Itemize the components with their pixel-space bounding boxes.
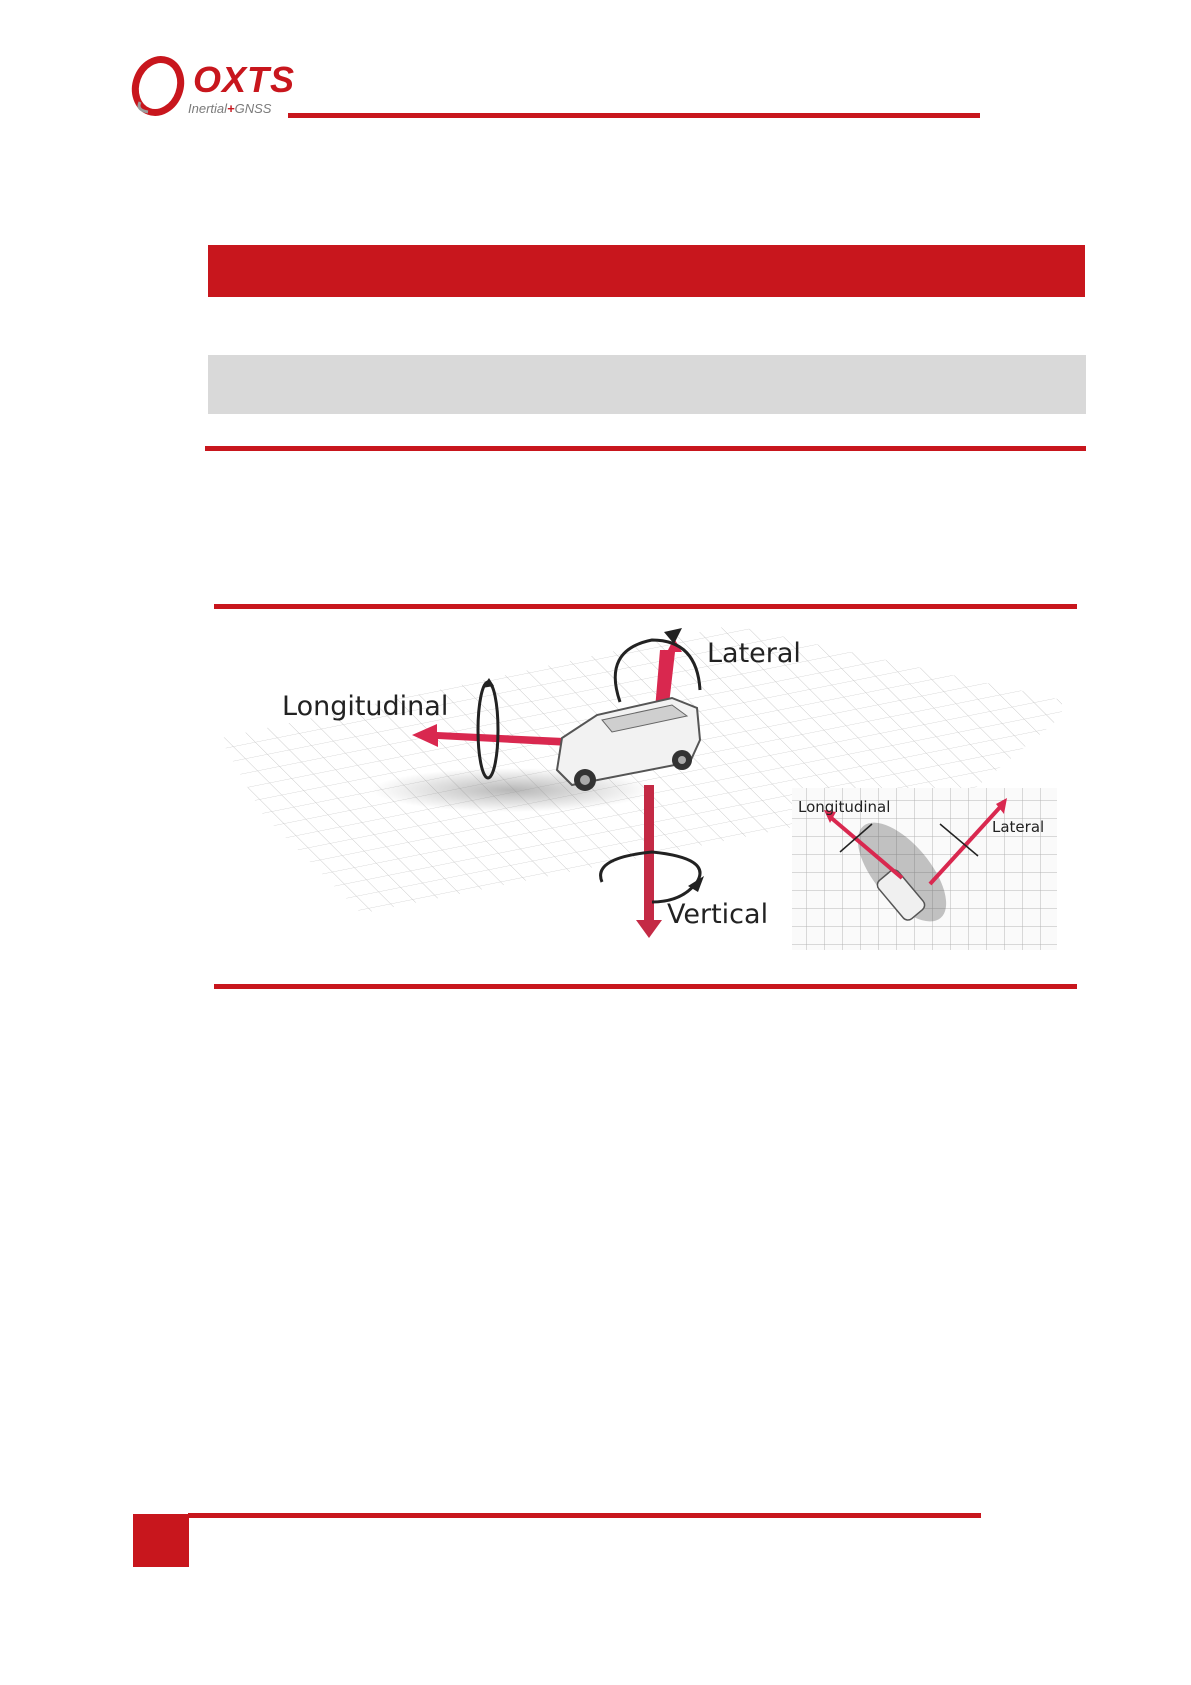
inset-lateral-label: Lateral bbox=[992, 818, 1045, 836]
vertical-label: Vertical bbox=[667, 899, 769, 930]
tagline-part2: GNSS bbox=[234, 101, 272, 116]
page-number-block bbox=[133, 1514, 189, 1567]
tagline-plus: + bbox=[227, 101, 235, 116]
lateral-label: Lateral bbox=[707, 638, 801, 669]
figure-bottom-rule bbox=[214, 984, 1077, 989]
top-view-inset bbox=[792, 788, 1057, 950]
brand-name: OXTS bbox=[193, 59, 296, 100]
inset-longitudinal-label: Longitudinal bbox=[798, 798, 891, 816]
footer-rule bbox=[188, 1513, 981, 1518]
section-subtitle-band bbox=[208, 355, 1086, 414]
longitudinal-label: Longitudinal bbox=[282, 691, 449, 722]
section-rule bbox=[205, 446, 1086, 451]
section-title-bar bbox=[208, 245, 1085, 297]
tagline-part1: Inertial bbox=[188, 101, 228, 116]
header-rule bbox=[288, 113, 980, 118]
vehicle-axes-figure bbox=[212, 620, 1062, 955]
brand-tagline bbox=[188, 102, 271, 115]
figure-top-rule bbox=[214, 604, 1077, 609]
